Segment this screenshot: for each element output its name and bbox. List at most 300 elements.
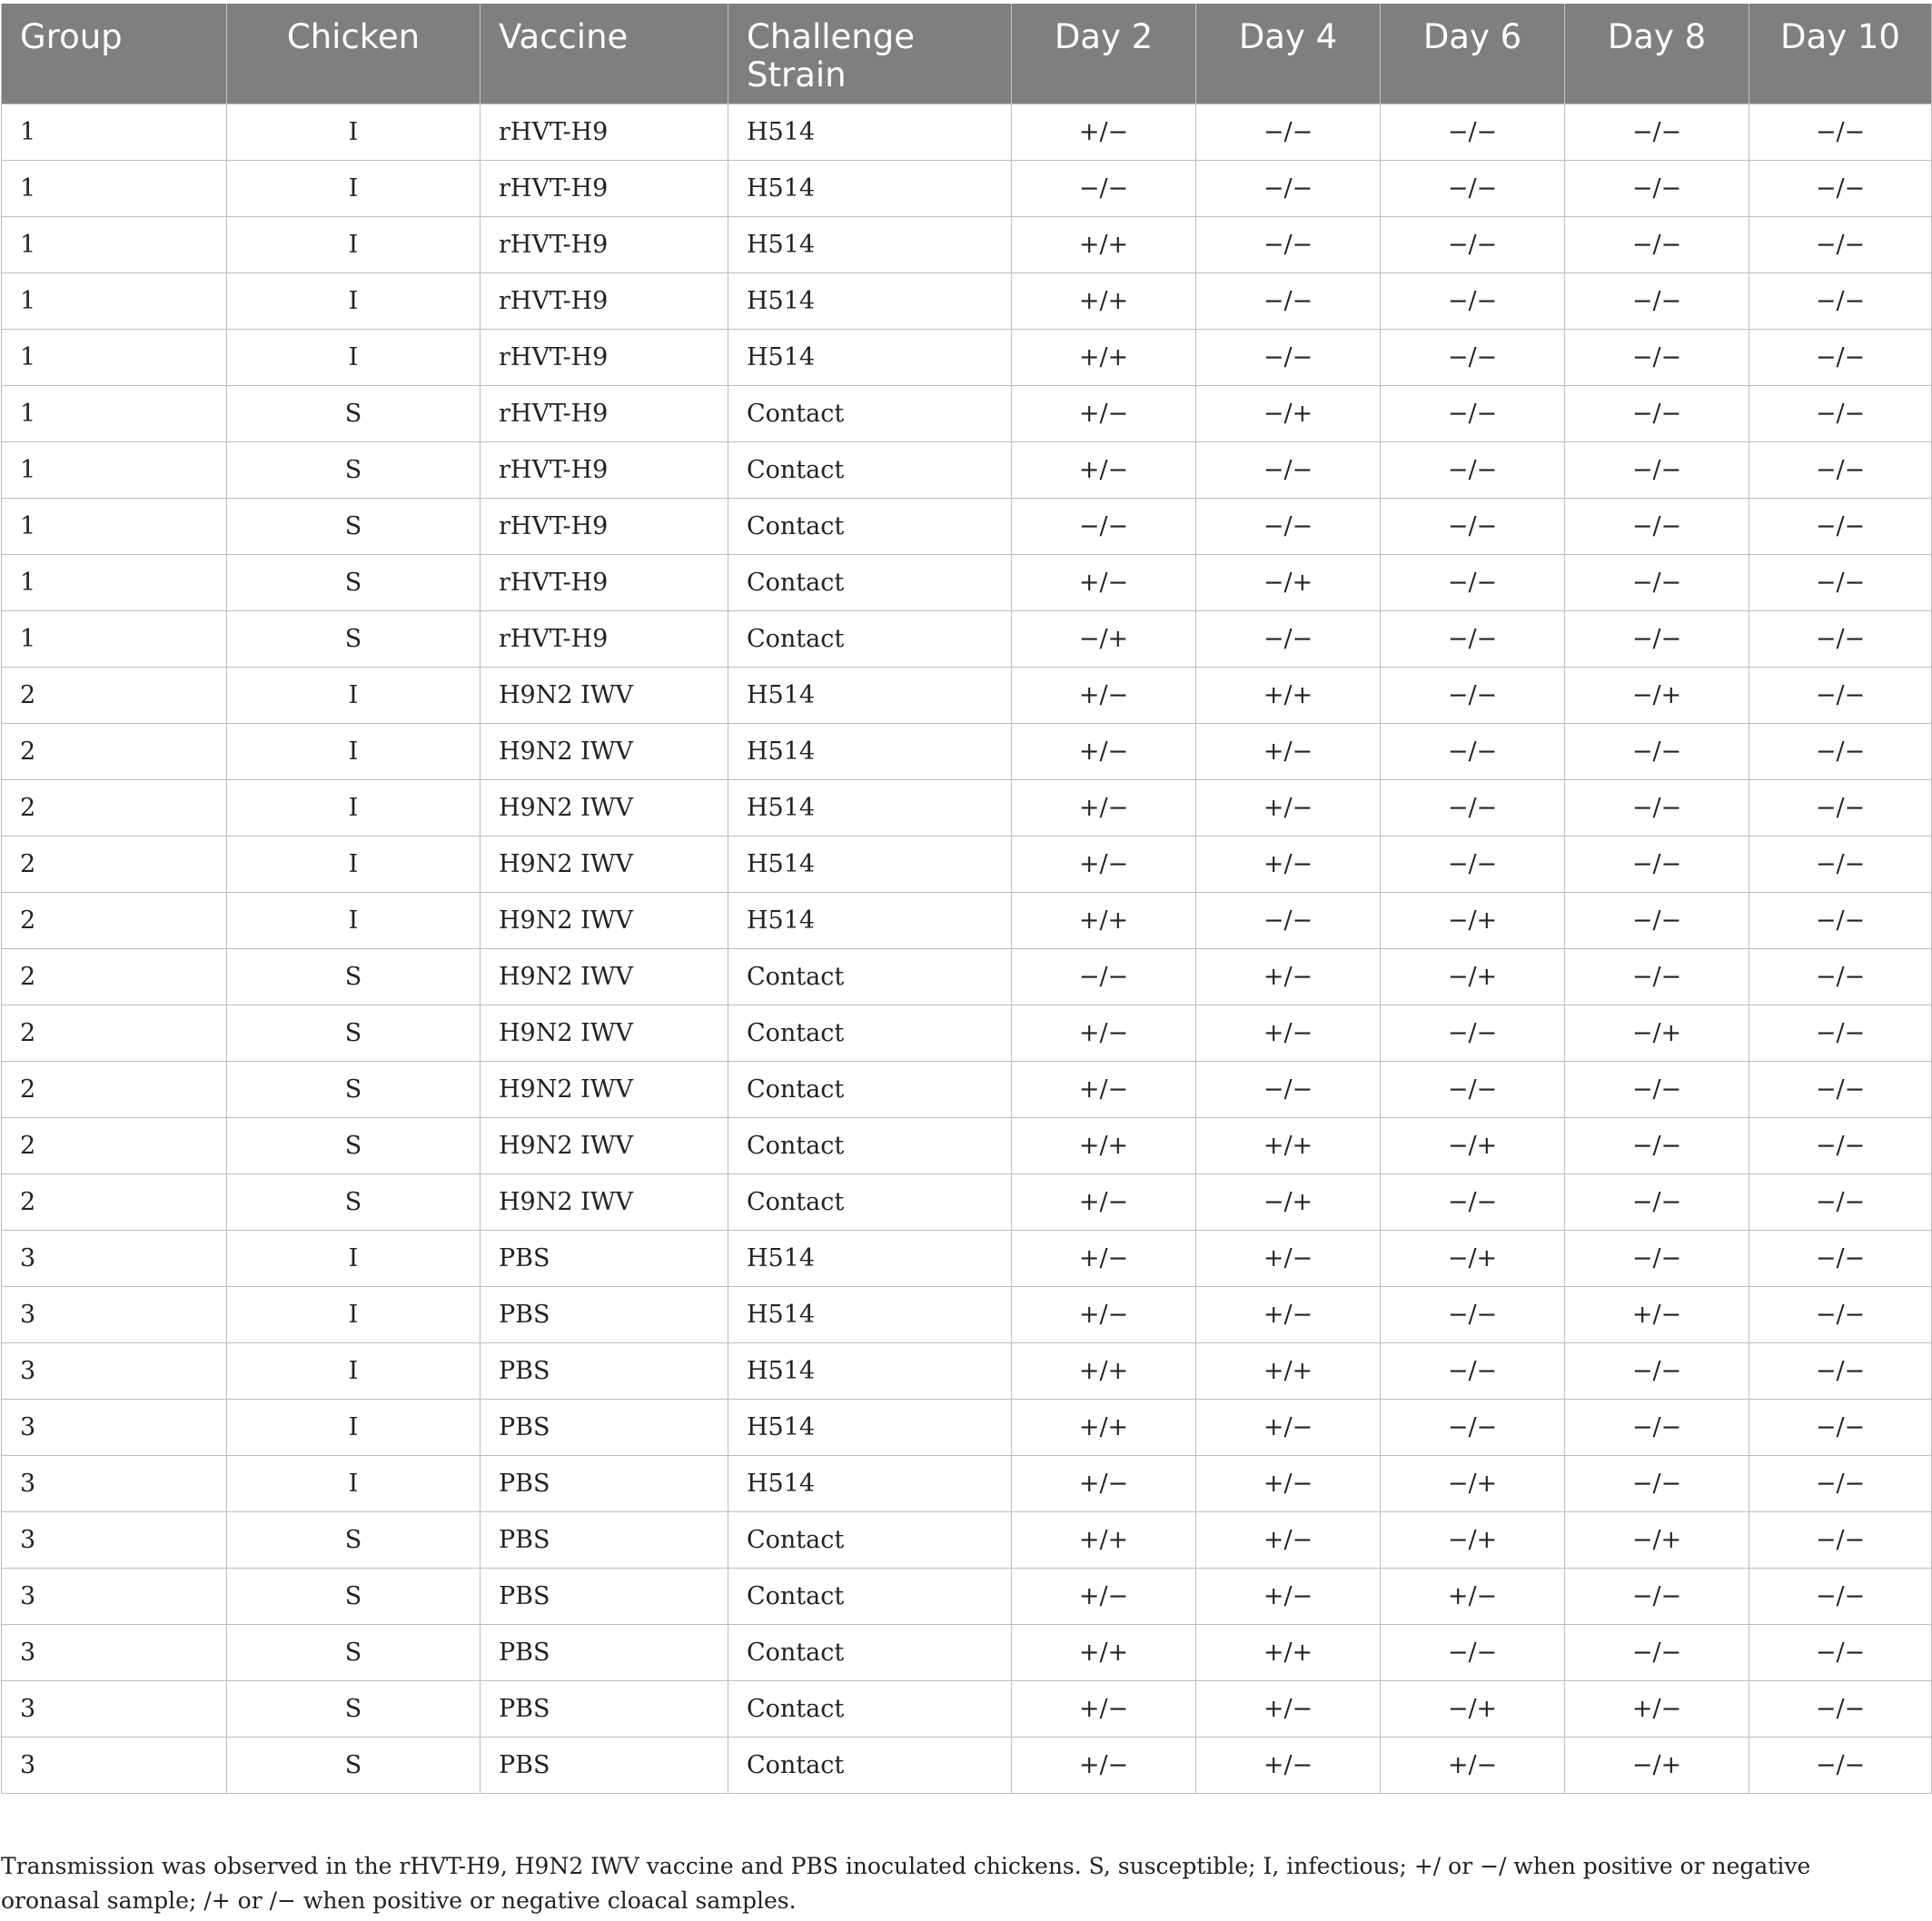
vaccine-cell: H9N2 IWV xyxy=(481,948,728,1005)
challenge-strain-cell: H514 xyxy=(728,216,1012,272)
challenge-strain-cell: H514 xyxy=(728,723,1012,779)
day-4-cell: −/− xyxy=(1196,104,1381,160)
challenge-strain-cell: Contact xyxy=(728,1737,1012,1793)
chicken-cell: S xyxy=(227,1173,481,1230)
day-2-cell: +/− xyxy=(1012,385,1196,441)
day-4-cell: −/− xyxy=(1196,1061,1381,1117)
chicken-cell: I xyxy=(227,892,481,948)
challenge-strain-cell: H514 xyxy=(728,1230,1012,1286)
day-6-cell: −/+ xyxy=(1381,948,1565,1005)
day-8-cell: −/− xyxy=(1565,498,1749,554)
group-cell: 3 xyxy=(2,1680,227,1737)
chicken-cell: S xyxy=(227,610,481,667)
day-2-cell: +/− xyxy=(1012,1173,1196,1230)
group-cell: 1 xyxy=(2,498,227,554)
chicken-cell: I xyxy=(227,779,481,836)
day-10-cell: −/− xyxy=(1749,779,1932,836)
challenge-strain-cell: Contact xyxy=(728,1624,1012,1680)
day-4-cell: −/+ xyxy=(1196,385,1381,441)
group-cell: 1 xyxy=(2,441,227,498)
day-10-cell: −/− xyxy=(1749,1624,1932,1680)
day-2-cell: +/− xyxy=(1012,1737,1196,1793)
chicken-cell: S xyxy=(227,948,481,1005)
day-6-cell: −/+ xyxy=(1381,892,1565,948)
group-cell: 2 xyxy=(2,723,227,779)
vaccine-cell: H9N2 IWV xyxy=(481,1117,728,1173)
day-6-cell: −/− xyxy=(1381,329,1565,385)
table-row xyxy=(2,272,1932,329)
day-4-cell: −/− xyxy=(1196,441,1381,498)
day-8-cell: +/− xyxy=(1565,1680,1749,1737)
day-8-cell: −/− xyxy=(1565,1173,1749,1230)
table-row xyxy=(2,329,1932,385)
vaccine-cell: PBS xyxy=(481,1399,728,1455)
group-cell: 3 xyxy=(2,1511,227,1568)
day-4-cell: −/− xyxy=(1196,272,1381,329)
header-day-10: Day 10 xyxy=(1749,4,1932,104)
day-4-cell: +/+ xyxy=(1196,1117,1381,1173)
day-8-cell: −/− xyxy=(1565,104,1749,160)
day-2-cell: +/− xyxy=(1012,1568,1196,1624)
challenge-strain-cell: H514 xyxy=(728,160,1012,216)
day-6-cell: −/− xyxy=(1381,723,1565,779)
group-cell: 3 xyxy=(2,1624,227,1680)
day-8-cell: −/− xyxy=(1565,1568,1749,1624)
vaccine-cell: PBS xyxy=(481,1680,728,1737)
header-vaccine: Vaccine xyxy=(481,4,728,104)
chicken-cell: S xyxy=(227,1737,481,1793)
group-cell: 3 xyxy=(2,1399,227,1455)
challenge-strain-cell: Contact xyxy=(728,1568,1012,1624)
chicken-cell: I xyxy=(227,836,481,892)
day-4-cell: −/− xyxy=(1196,216,1381,272)
day-6-cell: −/− xyxy=(1381,836,1565,892)
day-8-cell: −/− xyxy=(1565,723,1749,779)
day-2-cell: +/− xyxy=(1012,554,1196,610)
header-day-2: Day 2 xyxy=(1012,4,1196,104)
day-10-cell: −/− xyxy=(1749,667,1932,723)
day-10-cell: −/− xyxy=(1749,104,1932,160)
challenge-strain-cell: H514 xyxy=(728,667,1012,723)
challenge-strain-cell: Contact xyxy=(728,1680,1012,1737)
day-10-cell: −/− xyxy=(1749,216,1932,272)
day-10-cell: −/− xyxy=(1749,1568,1932,1624)
challenge-strain-cell: Contact xyxy=(728,1061,1012,1117)
day-10-cell: −/− xyxy=(1749,1117,1932,1173)
table-row xyxy=(2,1005,1932,1061)
vaccine-cell: rHVT-H9 xyxy=(481,385,728,441)
table-row xyxy=(2,1455,1932,1511)
day-6-cell: +/− xyxy=(1381,1737,1565,1793)
day-8-cell: −/− xyxy=(1565,779,1749,836)
day-2-cell: −/+ xyxy=(1012,610,1196,667)
day-10-cell: −/− xyxy=(1749,1005,1932,1061)
chicken-cell: I xyxy=(227,160,481,216)
day-4-cell: +/− xyxy=(1196,779,1381,836)
day-4-cell: +/− xyxy=(1196,1286,1381,1342)
day-2-cell: +/+ xyxy=(1012,892,1196,948)
vaccine-cell: PBS xyxy=(481,1455,728,1511)
day-4-cell: −/− xyxy=(1196,329,1381,385)
day-6-cell: −/− xyxy=(1381,1173,1565,1230)
day-2-cell: −/− xyxy=(1012,948,1196,1005)
group-cell: 3 xyxy=(2,1737,227,1793)
day-8-cell: −/− xyxy=(1565,272,1749,329)
day-8-cell: −/− xyxy=(1565,329,1749,385)
challenge-strain-cell: H514 xyxy=(728,272,1012,329)
vaccine-cell: PBS xyxy=(481,1286,728,1342)
day-2-cell: +/+ xyxy=(1012,1117,1196,1173)
day-8-cell: −/− xyxy=(1565,1624,1749,1680)
vaccine-cell: PBS xyxy=(481,1568,728,1624)
day-10-cell: −/− xyxy=(1749,441,1932,498)
day-10-cell: −/− xyxy=(1749,1286,1932,1342)
header-chicken: Chicken xyxy=(227,4,481,104)
chicken-cell: S xyxy=(227,554,481,610)
challenge-strain-cell: Contact xyxy=(728,385,1012,441)
day-4-cell: +/− xyxy=(1196,1399,1381,1455)
group-cell: 2 xyxy=(2,948,227,1005)
group-cell: 1 xyxy=(2,610,227,667)
day-6-cell: −/− xyxy=(1381,1624,1565,1680)
chicken-cell: I xyxy=(227,329,481,385)
day-10-cell: −/− xyxy=(1749,272,1932,329)
day-8-cell: −/+ xyxy=(1565,1737,1749,1793)
day-10-cell: −/− xyxy=(1749,948,1932,1005)
group-cell: 1 xyxy=(2,385,227,441)
day-4-cell: +/− xyxy=(1196,1455,1381,1511)
vaccine-cell: rHVT-H9 xyxy=(481,329,728,385)
vaccine-cell: H9N2 IWV xyxy=(481,667,728,723)
table-row xyxy=(2,498,1932,554)
day-2-cell: +/− xyxy=(1012,1455,1196,1511)
table-row xyxy=(2,779,1932,836)
table-row xyxy=(2,1230,1932,1286)
day-4-cell: +/− xyxy=(1196,948,1381,1005)
table-row xyxy=(2,1511,1932,1568)
day-8-cell: −/− xyxy=(1565,441,1749,498)
day-2-cell: +/− xyxy=(1012,723,1196,779)
day-6-cell: +/− xyxy=(1381,1568,1565,1624)
group-cell: 3 xyxy=(2,1568,227,1624)
table-row xyxy=(2,1399,1932,1455)
day-10-cell: −/− xyxy=(1749,385,1932,441)
table-row xyxy=(2,160,1932,216)
challenge-strain-cell: Contact xyxy=(728,554,1012,610)
vaccine-cell: rHVT-H9 xyxy=(481,160,728,216)
header-day-8: Day 8 xyxy=(1565,4,1749,104)
group-cell: 2 xyxy=(2,1005,227,1061)
challenge-strain-cell: Contact xyxy=(728,498,1012,554)
group-cell: 2 xyxy=(2,836,227,892)
day-4-cell: +/− xyxy=(1196,1737,1381,1793)
day-4-cell: +/− xyxy=(1196,1511,1381,1568)
day-10-cell: −/− xyxy=(1749,1455,1932,1511)
vaccine-cell: PBS xyxy=(481,1342,728,1399)
challenge-strain-cell: Contact xyxy=(728,610,1012,667)
day-4-cell: +/− xyxy=(1196,1568,1381,1624)
group-cell: 3 xyxy=(2,1286,227,1342)
group-cell: 3 xyxy=(2,1455,227,1511)
day-8-cell: −/+ xyxy=(1565,1511,1749,1568)
day-6-cell: −/− xyxy=(1381,554,1565,610)
chicken-cell: S xyxy=(227,1568,481,1624)
day-8-cell: −/− xyxy=(1565,948,1749,1005)
challenge-strain-cell: H514 xyxy=(728,329,1012,385)
table-row xyxy=(2,1173,1932,1230)
table-row xyxy=(2,723,1932,779)
vaccine-cell: PBS xyxy=(481,1511,728,1568)
vaccine-cell: H9N2 IWV xyxy=(481,779,728,836)
table-row xyxy=(2,1286,1932,1342)
day-10-cell: −/− xyxy=(1749,1399,1932,1455)
day-6-cell: −/− xyxy=(1381,160,1565,216)
day-8-cell: −/− xyxy=(1565,1117,1749,1173)
day-10-cell: −/− xyxy=(1749,723,1932,779)
day-6-cell: −/− xyxy=(1381,1286,1565,1342)
group-cell: 2 xyxy=(2,779,227,836)
day-6-cell: −/− xyxy=(1381,441,1565,498)
vaccine-cell: H9N2 IWV xyxy=(481,723,728,779)
day-10-cell: −/− xyxy=(1749,160,1932,216)
day-6-cell: −/+ xyxy=(1381,1511,1565,1568)
group-cell: 2 xyxy=(2,667,227,723)
day-8-cell: −/− xyxy=(1565,216,1749,272)
day-8-cell: −/− xyxy=(1565,892,1749,948)
chicken-cell: I xyxy=(227,1455,481,1511)
day-2-cell: +/− xyxy=(1012,104,1196,160)
day-6-cell: −/− xyxy=(1381,1061,1565,1117)
challenge-strain-cell: Contact xyxy=(728,1511,1012,1568)
day-8-cell: −/− xyxy=(1565,1455,1749,1511)
day-2-cell: −/− xyxy=(1012,160,1196,216)
chicken-cell: I xyxy=(227,1342,481,1399)
day-2-cell: +/− xyxy=(1012,836,1196,892)
vaccine-cell: rHVT-H9 xyxy=(481,554,728,610)
chicken-cell: S xyxy=(227,1511,481,1568)
challenge-strain-cell: Contact xyxy=(728,948,1012,1005)
day-4-cell: −/− xyxy=(1196,160,1381,216)
chicken-cell: S xyxy=(227,385,481,441)
chicken-cell: I xyxy=(227,723,481,779)
table-row xyxy=(2,892,1932,948)
challenge-strain-cell: Contact xyxy=(728,1173,1012,1230)
group-cell: 2 xyxy=(2,892,227,948)
challenge-strain-cell: H514 xyxy=(728,1286,1012,1342)
group-cell: 1 xyxy=(2,329,227,385)
day-10-cell: −/− xyxy=(1749,1230,1932,1286)
table-row xyxy=(2,104,1932,160)
header-row xyxy=(2,4,1932,104)
group-cell: 2 xyxy=(2,1061,227,1117)
day-10-cell: −/− xyxy=(1749,1511,1932,1568)
day-6-cell: −/+ xyxy=(1381,1680,1565,1737)
day-2-cell: +/− xyxy=(1012,1061,1196,1117)
vaccine-cell: H9N2 IWV xyxy=(481,1005,728,1061)
table-row xyxy=(2,1342,1932,1399)
day-10-cell: −/− xyxy=(1749,892,1932,948)
group-cell: 1 xyxy=(2,104,227,160)
table-row xyxy=(2,1680,1932,1737)
day-2-cell: +/− xyxy=(1012,1286,1196,1342)
header-group: Group xyxy=(2,4,227,104)
day-2-cell: +/+ xyxy=(1012,272,1196,329)
day-6-cell: −/− xyxy=(1381,104,1565,160)
day-10-cell: −/− xyxy=(1749,498,1932,554)
day-6-cell: −/+ xyxy=(1381,1117,1565,1173)
day-6-cell: −/− xyxy=(1381,779,1565,836)
chicken-cell: S xyxy=(227,1061,481,1117)
table-row xyxy=(2,441,1932,498)
day-4-cell: +/− xyxy=(1196,836,1381,892)
vaccine-cell: rHVT-H9 xyxy=(481,272,728,329)
table-footnote: Transmission was observed in the rHVT-H9, H9N2 IWV vaccine and PBS inoculated chickens. S, susceptible; I, infectious; +/ or −/ when positive or negative oronasal sample; /+ or /− when positive or negative cloacal samples. xyxy=(1,1853,1811,1914)
table-row xyxy=(2,385,1932,441)
day-6-cell: −/− xyxy=(1381,216,1565,272)
day-6-cell: −/− xyxy=(1381,385,1565,441)
vaccine-cell: rHVT-H9 xyxy=(481,498,728,554)
day-4-cell: +/− xyxy=(1196,1680,1381,1737)
vaccine-cell: rHVT-H9 xyxy=(481,441,728,498)
day-4-cell: +/+ xyxy=(1196,1624,1381,1680)
chicken-cell: I xyxy=(227,1230,481,1286)
day-6-cell: −/− xyxy=(1381,498,1565,554)
day-2-cell: +/+ xyxy=(1012,1511,1196,1568)
day-8-cell: −/− xyxy=(1565,1061,1749,1117)
day-10-cell: −/− xyxy=(1749,1680,1932,1737)
day-2-cell: +/− xyxy=(1012,1005,1196,1061)
day-10-cell: −/− xyxy=(1749,1173,1932,1230)
chicken-cell: I xyxy=(227,667,481,723)
challenge-strain-cell: H514 xyxy=(728,1342,1012,1399)
challenge-strain-cell: Contact xyxy=(728,1117,1012,1173)
challenge-strain-cell: Contact xyxy=(728,1005,1012,1061)
day-4-cell: −/− xyxy=(1196,892,1381,948)
data-table xyxy=(1,4,1932,1794)
day-8-cell: −/− xyxy=(1565,160,1749,216)
table-row xyxy=(2,554,1932,610)
chicken-cell: S xyxy=(227,1624,481,1680)
day-8-cell: −/− xyxy=(1565,836,1749,892)
day-2-cell: +/− xyxy=(1012,779,1196,836)
table-row xyxy=(2,1737,1932,1793)
challenge-strain-cell: Contact xyxy=(728,441,1012,498)
table-row xyxy=(2,1117,1932,1173)
challenge-strain-cell: H514 xyxy=(728,1399,1012,1455)
day-6-cell: −/− xyxy=(1381,1005,1565,1061)
header-day-6: Day 6 xyxy=(1381,4,1565,104)
table-row xyxy=(2,1568,1932,1624)
table-row xyxy=(2,667,1932,723)
day-2-cell: +/− xyxy=(1012,1230,1196,1286)
vaccine-cell: H9N2 IWV xyxy=(481,892,728,948)
table-body xyxy=(2,104,1932,1793)
day-10-cell: −/− xyxy=(1749,610,1932,667)
challenge-strain-cell: H514 xyxy=(728,104,1012,160)
day-6-cell: −/− xyxy=(1381,1399,1565,1455)
day-2-cell: +/− xyxy=(1012,1680,1196,1737)
challenge-strain-cell: H514 xyxy=(728,836,1012,892)
table-row xyxy=(2,216,1932,272)
day-2-cell: +/− xyxy=(1012,441,1196,498)
day-4-cell: −/− xyxy=(1196,498,1381,554)
challenge-strain-cell: H514 xyxy=(728,1455,1012,1511)
group-cell: 3 xyxy=(2,1342,227,1399)
vaccine-cell: rHVT-H9 xyxy=(481,610,728,667)
day-2-cell: +/+ xyxy=(1012,216,1196,272)
vaccine-cell: rHVT-H9 xyxy=(481,104,728,160)
chicken-cell: S xyxy=(227,1117,481,1173)
day-4-cell: +/− xyxy=(1196,723,1381,779)
day-2-cell: +/+ xyxy=(1012,329,1196,385)
day-8-cell: −/− xyxy=(1565,1230,1749,1286)
vaccine-cell: H9N2 IWV xyxy=(481,836,728,892)
vaccine-cell: H9N2 IWV xyxy=(481,1173,728,1230)
day-6-cell: −/− xyxy=(1381,272,1565,329)
day-4-cell: +/+ xyxy=(1196,667,1381,723)
group-cell: 2 xyxy=(2,1173,227,1230)
vaccine-cell: H9N2 IWV xyxy=(481,1061,728,1117)
challenge-strain-cell: H514 xyxy=(728,892,1012,948)
table-row xyxy=(2,836,1932,892)
day-8-cell: −/+ xyxy=(1565,1005,1749,1061)
day-10-cell: −/− xyxy=(1749,1061,1932,1117)
day-4-cell: −/+ xyxy=(1196,554,1381,610)
day-6-cell: −/− xyxy=(1381,610,1565,667)
day-10-cell: −/− xyxy=(1749,554,1932,610)
vaccine-cell: PBS xyxy=(481,1624,728,1680)
table-row xyxy=(2,610,1932,667)
challenge-strain-cell: H514 xyxy=(728,779,1012,836)
group-cell: 1 xyxy=(2,554,227,610)
day-6-cell: −/+ xyxy=(1381,1230,1565,1286)
chicken-cell: S xyxy=(227,1680,481,1737)
day-4-cell: +/+ xyxy=(1196,1342,1381,1399)
day-4-cell: −/+ xyxy=(1196,1173,1381,1230)
day-2-cell: +/+ xyxy=(1012,1624,1196,1680)
day-8-cell: −/− xyxy=(1565,610,1749,667)
chicken-cell: I xyxy=(227,1286,481,1342)
day-10-cell: −/− xyxy=(1749,1737,1932,1793)
day-8-cell: −/− xyxy=(1565,385,1749,441)
day-6-cell: −/− xyxy=(1381,667,1565,723)
day-8-cell: −/− xyxy=(1565,1399,1749,1455)
chicken-cell: S xyxy=(227,441,481,498)
day-2-cell: −/− xyxy=(1012,498,1196,554)
chicken-cell: S xyxy=(227,498,481,554)
day-2-cell: +/+ xyxy=(1012,1342,1196,1399)
vaccine-cell: rHVT-H9 xyxy=(481,216,728,272)
day-6-cell: −/+ xyxy=(1381,1455,1565,1511)
group-cell: 3 xyxy=(2,1230,227,1286)
day-8-cell: +/− xyxy=(1565,1286,1749,1342)
table-row xyxy=(2,948,1932,1005)
chicken-cell: I xyxy=(227,216,481,272)
header-day-4: Day 4 xyxy=(1196,4,1381,104)
chicken-cell: I xyxy=(227,1399,481,1455)
day-4-cell: +/− xyxy=(1196,1005,1381,1061)
day-8-cell: −/+ xyxy=(1565,667,1749,723)
day-4-cell: +/− xyxy=(1196,1230,1381,1286)
day-10-cell: −/− xyxy=(1749,329,1932,385)
day-10-cell: −/− xyxy=(1749,836,1932,892)
table-row xyxy=(2,1624,1932,1680)
day-2-cell: +/− xyxy=(1012,667,1196,723)
chicken-cell: I xyxy=(227,104,481,160)
group-cell: 1 xyxy=(2,216,227,272)
day-8-cell: −/− xyxy=(1565,554,1749,610)
chicken-cell: I xyxy=(227,272,481,329)
